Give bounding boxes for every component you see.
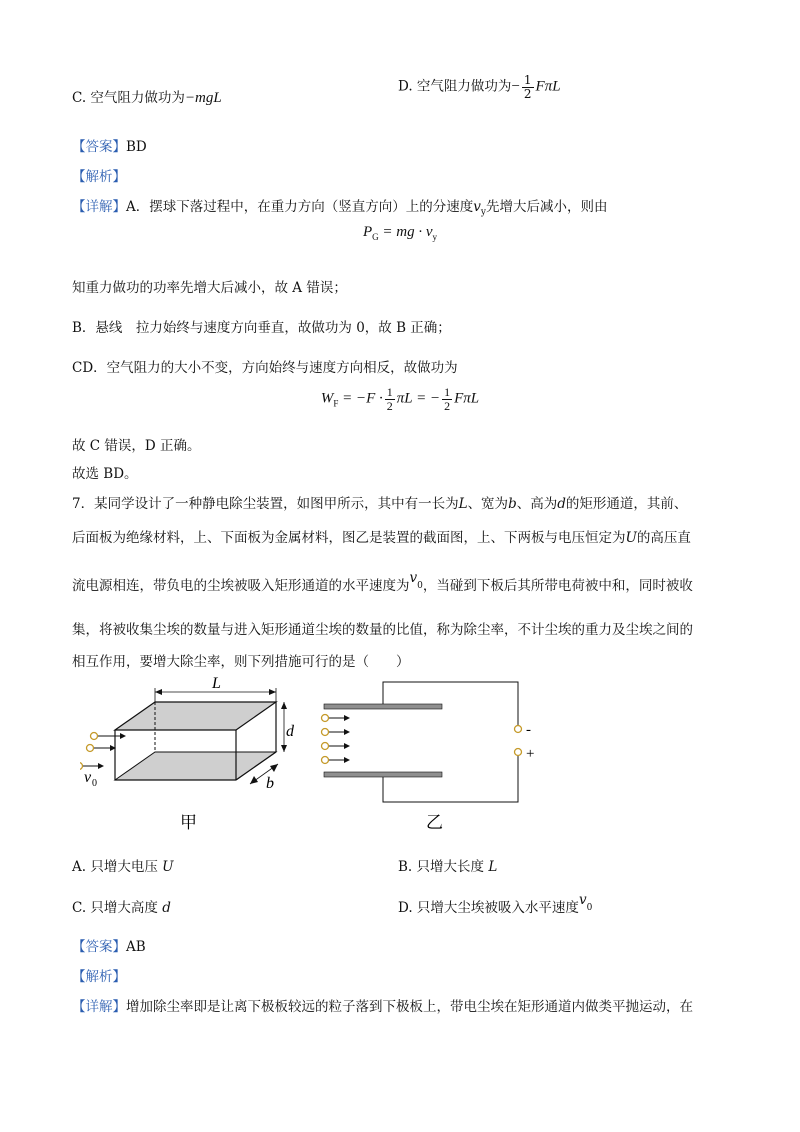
option-b: [398, 855, 497, 875]
eq2-frac2-num: 1: [444, 385, 451, 399]
terminal-positive: [515, 749, 522, 756]
eq1-rhs: = mg · v: [382, 224, 433, 240]
eq2-frac1-den: 2: [386, 398, 393, 413]
option-a-var: U: [162, 859, 174, 875]
q7-line2: [72, 526, 691, 546]
var-v: v: [473, 199, 481, 215]
q6-detail-line1: [72, 195, 607, 218]
option-c-text: C. 空气阻力做功为: [72, 90, 185, 106]
caption-jia: 甲: [180, 813, 197, 832]
dust-particle: [322, 743, 329, 750]
q6-line4: CD．空气阻力的大小不变，方向始终与速度方向相反，故做功为: [72, 360, 458, 376]
dust-particle: [322, 757, 329, 764]
q7-line5: 相互作用，要增大除尘率，则下列措施可行的是（ ）: [72, 654, 410, 670]
var-v0: v: [409, 570, 418, 586]
dust-particle: [91, 733, 98, 740]
option-d-num: 1: [523, 73, 532, 87]
var-d: d: [557, 496, 566, 512]
label-d: d: [286, 723, 294, 740]
q7-text: 后面板为绝缘材料，上、下面板为金属材料，图乙是装置的截面图，上、下两板与电压恒定为: [72, 530, 626, 546]
q7-text: 的矩形通道，其前、: [565, 496, 688, 512]
dust-particle: [80, 763, 83, 770]
option-d-den: 2: [523, 86, 532, 101]
q7-text: 7．某同学设计了一种静电除尘装置，如图甲所示，其中有一长为: [72, 496, 459, 512]
arrow-head: [344, 757, 350, 763]
option-c-math: −mgL: [184, 90, 222, 106]
option-d2-sub: 0: [586, 902, 593, 913]
eq2-frac2: [442, 386, 452, 412]
q7-line1: [72, 492, 687, 512]
option-b-text: B. 只增大长度: [398, 859, 485, 875]
lower-plate: [324, 772, 442, 777]
answer-tag: 【答案】: [72, 939, 126, 955]
arrow-head: [281, 745, 287, 752]
q6-line2: 知重力做功的功率先增大后减小，故 A 错误；: [72, 280, 347, 296]
label-b: b: [266, 775, 274, 792]
eq1-p: P: [362, 224, 373, 240]
caption-yi: 乙: [426, 813, 443, 832]
q6-line5: 故 C 错误，D 正确。: [72, 438, 201, 454]
label-minus: -: [526, 722, 531, 738]
q7-text: 、宽为: [467, 496, 509, 512]
box-bottom-face: [115, 752, 276, 780]
arrow-head: [344, 729, 350, 735]
arrow-head: [344, 743, 350, 749]
wire-bottom: [383, 754, 518, 802]
detail-tag: 【详解】: [72, 199, 126, 215]
q7-line4: 集，将被收集尘埃的数量与进入矩形通道尘埃的数量的比值，称为除尘率，不计尘埃的重力及尘埃之间的: [72, 622, 693, 638]
label-v0-sub: 0: [92, 778, 97, 789]
eq2-frac2-den: 2: [444, 398, 451, 413]
arrow-head: [270, 764, 278, 772]
option-d: [398, 74, 561, 100]
option-d2-var: v: [578, 892, 587, 908]
arrow-head: [155, 689, 162, 695]
option-b-var: L: [488, 859, 498, 875]
dust-row: [322, 715, 351, 764]
q7-text: 、高为: [516, 496, 558, 512]
detail-text: 增加除尘率即是让离下极板较远的粒子落到下极板上，带电尘埃在矩形通道内做类平抛运动，在: [126, 999, 693, 1015]
arrow-head: [120, 733, 126, 739]
answer-value: AB: [126, 939, 146, 955]
option-c: [72, 86, 222, 107]
terminal-negative: [515, 726, 522, 733]
eq2-b: πL = −: [396, 390, 441, 407]
arrow-head: [269, 689, 276, 695]
option-d-tail: FπL: [535, 78, 561, 95]
eq2-a: = −F ·: [342, 390, 383, 407]
label-L: L: [212, 676, 221, 692]
option-c2-text: C. 只增大高度: [72, 900, 158, 916]
answer-tag: 【答案】: [72, 139, 126, 155]
q7-analysis-tag: 【解析】: [72, 969, 126, 985]
option-d-text: D. 空气阻力做功为: [398, 78, 512, 95]
option-a-text: A. 只增大电压: [72, 859, 158, 875]
detail-tag: 【详解】: [72, 999, 126, 1015]
q6-line6: 故选 BD。: [72, 466, 138, 482]
q7-line3: [72, 570, 693, 597]
var-v0-sub: 0: [417, 580, 423, 591]
q7-text: ，当碰到下板后其所带电荷被中和，同时被收: [422, 578, 693, 594]
var-b: b: [508, 496, 517, 512]
var-L: L: [458, 496, 468, 512]
eq2-frac1: [385, 386, 395, 412]
equation-1: [0, 224, 800, 242]
equation-2: [0, 386, 800, 412]
arrow-head: [344, 715, 350, 721]
eq2-w: W: [320, 390, 334, 407]
label-v: v: [84, 769, 92, 786]
q7-text: 的高压直: [636, 530, 691, 546]
eq1-sub: G: [372, 232, 379, 242]
q6-answer: [72, 135, 147, 155]
eq2-c: FπL: [454, 390, 480, 407]
eq1-rhs-sub: y: [432, 232, 438, 242]
arrow-head: [250, 776, 258, 784]
var-v-sub: y: [480, 207, 486, 218]
arrow-head: [281, 702, 287, 709]
dust-particle: [322, 715, 329, 722]
option-d-neg: −: [511, 78, 520, 95]
dust-particle: [322, 729, 329, 736]
figure-yi: [318, 676, 538, 846]
arrow-head: [98, 763, 104, 769]
eq2-sub: F: [333, 398, 339, 409]
q7-detail: [72, 995, 693, 1015]
q6-line3: B．悬线 拉力始终与速度方向垂直，故做功为 0，故 B 正确；: [72, 320, 451, 336]
upper-plate: [324, 704, 442, 709]
q6-analysis-tag: 【解析】: [72, 169, 126, 185]
detail-text-end: 先增大后减小，则由: [485, 199, 608, 215]
q7-text: 流电源相连，带负电的尘埃被吸入矩形通道的水平速度为: [72, 578, 410, 594]
detail-text: A．摆球下落过程中，在重力方向（竖直方向）上的分速度: [126, 199, 474, 215]
label-plus: +: [526, 746, 535, 762]
option-d-fraction: [522, 74, 534, 100]
answer-value: BD: [126, 139, 147, 155]
option-d2-text: D. 只增大尘埃被吸入水平速度: [398, 900, 579, 916]
option-d2: [398, 892, 593, 919]
dust-particle: [87, 745, 94, 752]
option-c2: [72, 896, 171, 916]
eq2-frac1-num: 1: [386, 385, 393, 399]
var-U: U: [625, 530, 637, 546]
option-c2-var: d: [162, 900, 171, 916]
figure-jia: [80, 676, 310, 846]
box-top-face: [115, 702, 276, 730]
option-a: [72, 855, 174, 875]
q7-answer: [72, 935, 146, 955]
